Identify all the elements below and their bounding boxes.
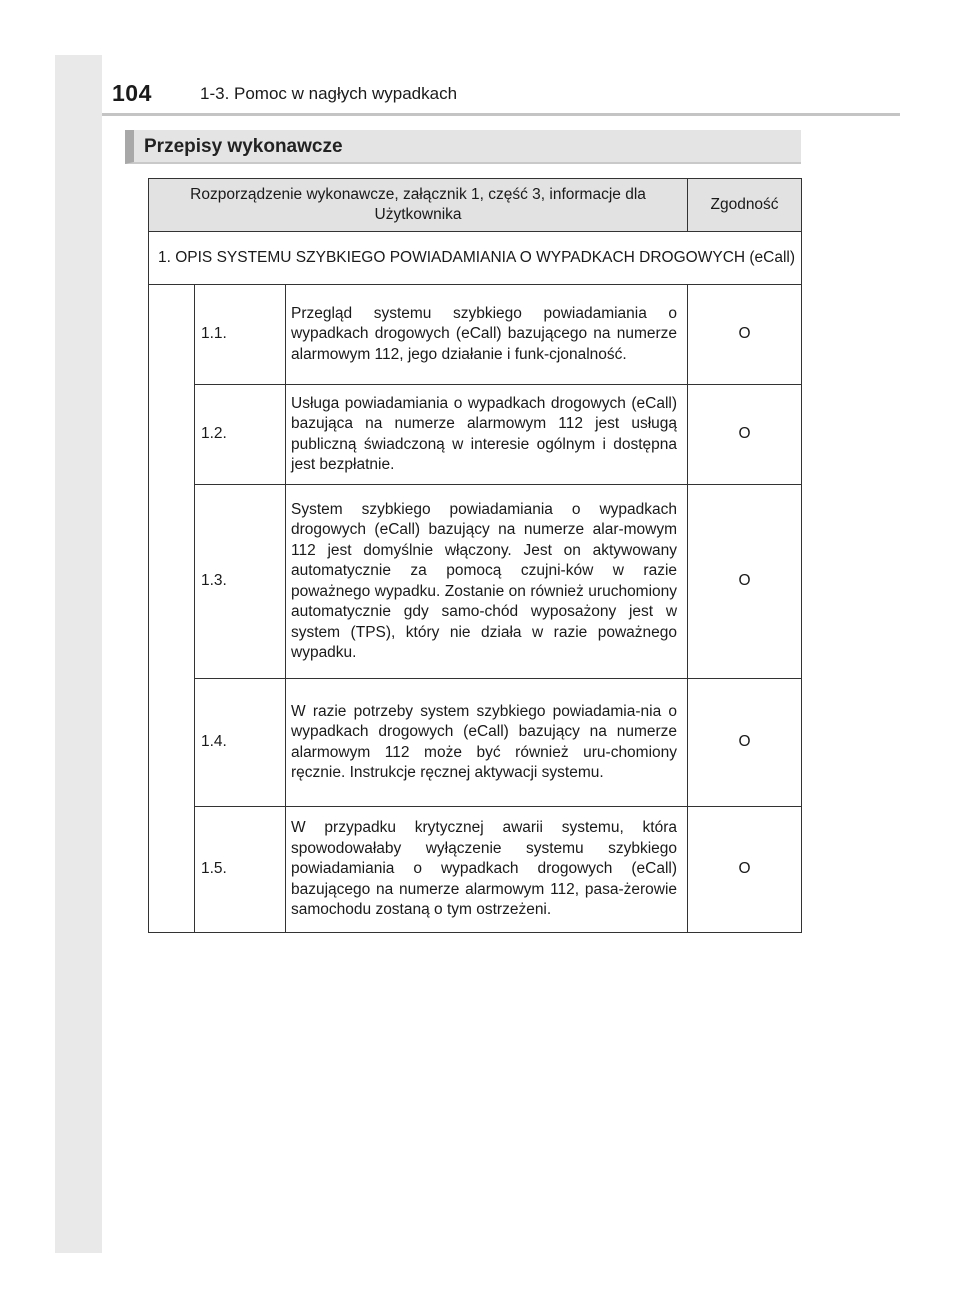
table-row (149, 807, 802, 933)
item-compliance: O (688, 807, 802, 933)
header-regulation: Rozporządzenie wykonawcze, załącznik 1, część 3, informacje dla Użytkownika (149, 179, 688, 232)
side-margin-strip (55, 55, 102, 1253)
regulations-table (148, 178, 802, 933)
page-number: 104 (112, 80, 152, 106)
item-compliance: O (688, 679, 802, 807)
chapter-title: 1-3. Pomoc w nagłych wypadkach (200, 84, 458, 103)
table-header-row (149, 179, 802, 232)
group-row (149, 232, 802, 285)
table-row (149, 679, 802, 807)
item-number: 1.4. (195, 679, 286, 807)
item-compliance: O (688, 385, 802, 485)
item-compliance: O (688, 485, 802, 679)
item-number: 1.3. (195, 485, 286, 679)
group-cell (149, 232, 802, 285)
header-compliance: Zgodność (688, 179, 802, 232)
group-title: 1. OPIS SYSTEMU SZYBKIEGO POWIADAMIANIA O WYPADKACH DROGOWYCH (eCall) (158, 248, 796, 266)
item-description: W razie potrzeby system szybkiego powiadamia-nia o wypadkach drogowych (eCall) bazujący na numerze alarmowym 112 może być również uru-chomiony ręcznie. Instrukcje ręcznej aktywacji systemu. (286, 679, 688, 807)
item-number: 1.5. (195, 807, 286, 933)
indent-cell (149, 285, 195, 933)
item-description: Usługa powiadamiania o wypadkach drogowych (eCall) bazująca na numerze alarmowym 112 jest usługą publiczną świadczoną w interesie ogólnym i dostępna jest bezpłatnie. (286, 385, 688, 485)
item-number: 1.1. (195, 285, 286, 385)
item-compliance: O (688, 285, 802, 385)
section-heading-bar (125, 130, 801, 164)
item-description: W przypadku krytycznej awarii systemu, która spowodowałaby wyłączenie systemu szybkiego powiadamiania o wypadkach drogowych (eCall) bazującego na numerze alarmowym 112, pasa-żerowie samochodu zostaną o tym ostrzeżeni. (286, 807, 688, 933)
section-title: Przepisy wykonawcze (144, 136, 343, 157)
table-row (149, 285, 802, 385)
item-number: 1.2. (195, 385, 286, 485)
table-row (149, 385, 802, 485)
item-description: System szybkiego powiadamiania o wypadkach drogowych (eCall) bazujący na numerze alar-mowym 112 jest domyślnie włączony. Jest on aktywowany automatycznie za pomocą czujni-ków w razie poważnego wypadku. Zostanie on również uruchomiony automatycznie gdy samo-chód wyposażony jest w system (TPS), który nie działa w razie poważnego wypadku. (286, 485, 688, 679)
table-row (149, 485, 802, 679)
header-divider (102, 113, 900, 116)
item-description: Przegląd systemu szybkiego powiadamiania o wypadkach drogowych (eCall) bazującego na numerze alarmowym 112, jego działanie i funk-cjonalność. (286, 285, 688, 385)
